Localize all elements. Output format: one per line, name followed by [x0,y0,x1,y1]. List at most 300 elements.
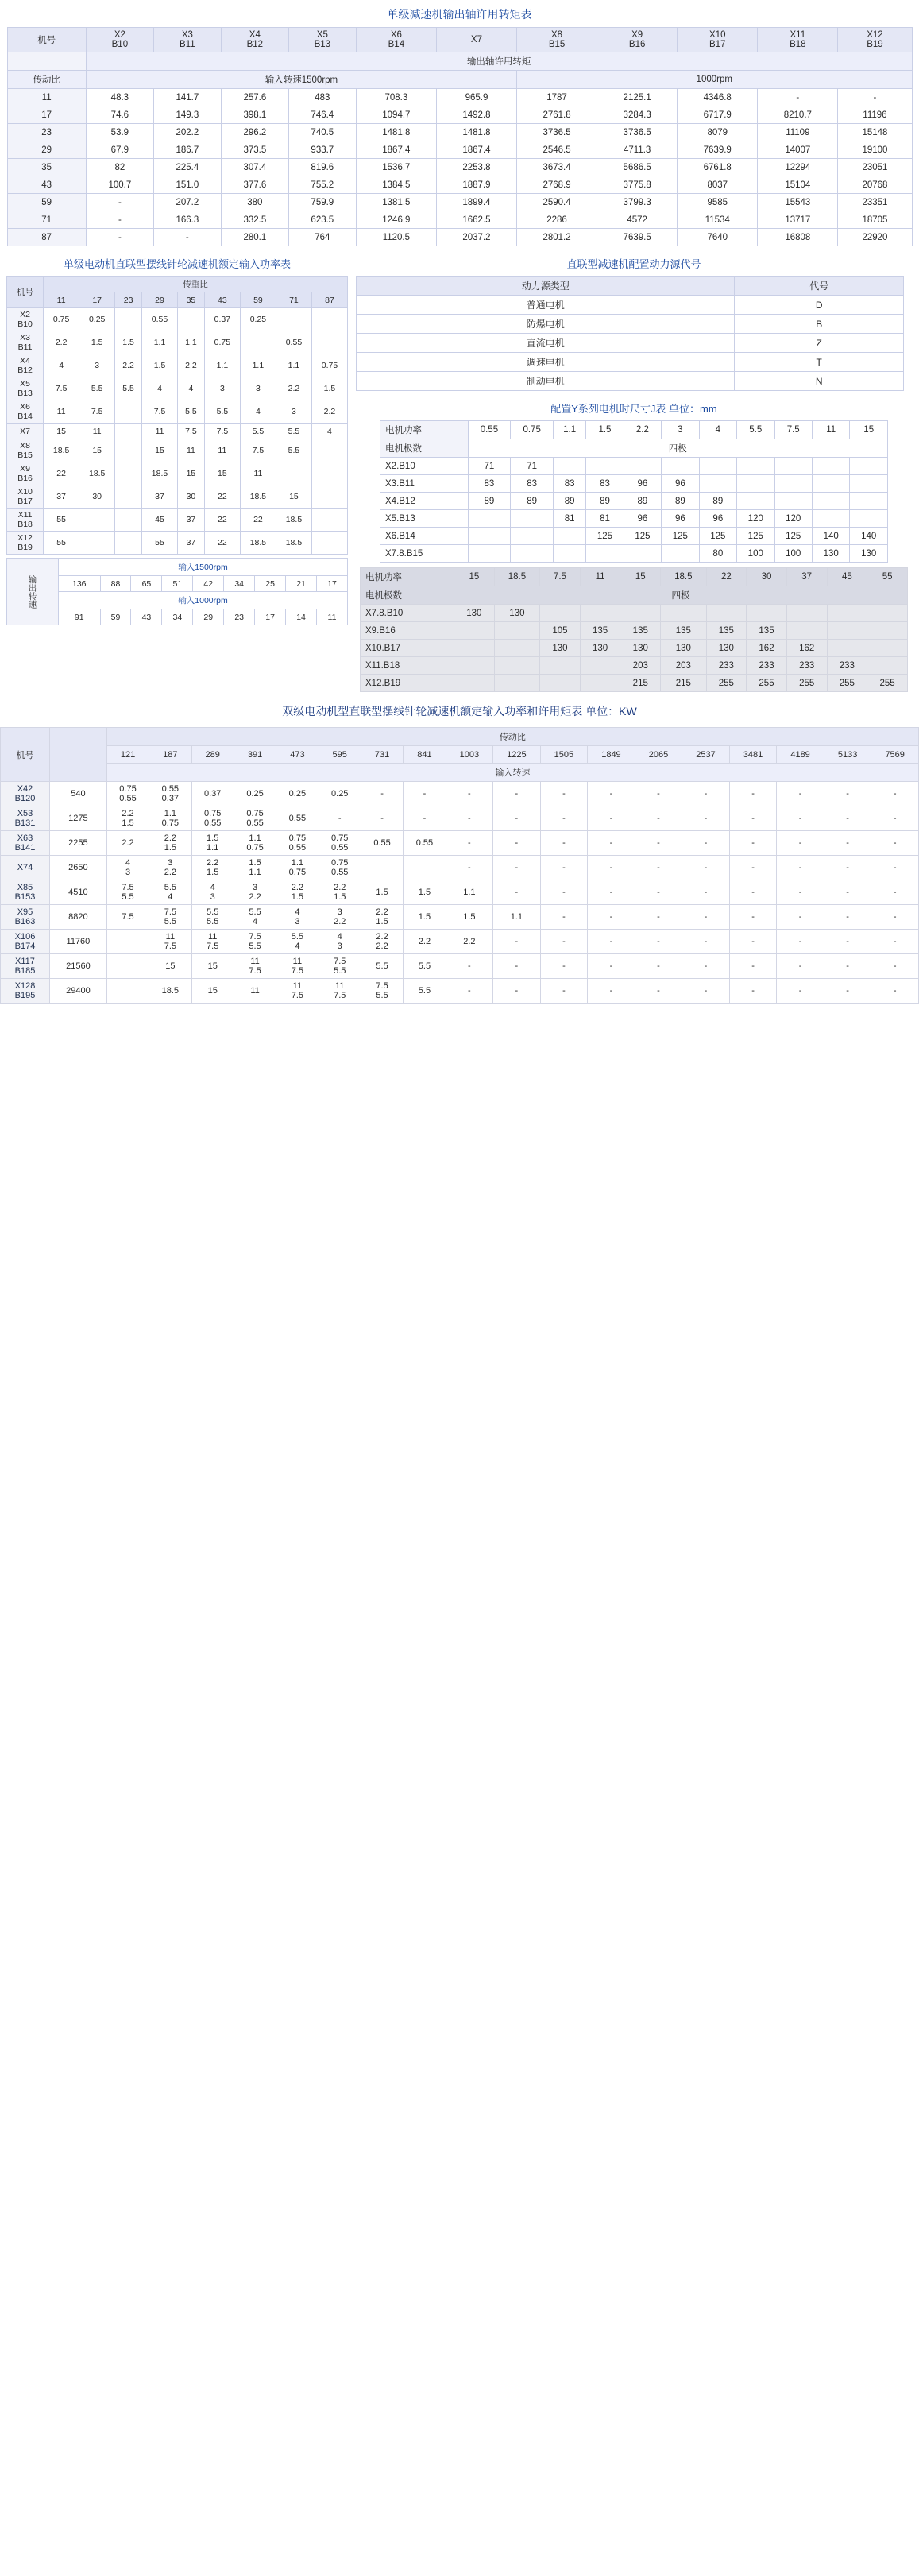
power-value: 1.1 0.75 [234,831,276,856]
power-value: - [871,806,919,831]
power-value: 1.1 [240,354,276,377]
data-row [1,979,919,1004]
power-source-code: Z [735,334,904,353]
power-value: 5.5 4 [276,930,319,954]
ratio-values-row [7,292,348,308]
data-row [7,124,912,141]
header-row [7,277,348,292]
power-value: - [635,880,682,905]
model-header: X2 B10 [86,28,153,52]
torque-value: 933.7 [288,141,356,159]
torque-value: 1867.4 [436,141,516,159]
power-value: - [682,831,730,856]
torque-value: 1381.5 [356,194,436,211]
power-value: 5.5 [404,954,446,979]
dimension-value [554,545,586,563]
dimension-value: 125 [586,528,624,545]
model-label: X11.B18 [361,657,454,675]
torque-value: 23051 [838,159,912,176]
data-row [7,509,348,532]
rpm-1000-label: 1000rpm [517,71,913,89]
dimension-value [661,605,706,622]
power-value: - [682,880,730,905]
power-value: - [493,979,541,1004]
power-value: 4 [44,354,79,377]
ratio-value: 595 [319,746,361,764]
power-value [404,856,446,880]
power-value: 4 3 [276,905,319,930]
power-value: 4 [142,377,178,400]
torque-value: 1094.7 [356,106,436,124]
data-row [1,831,919,856]
dimension-value [511,545,554,563]
power-value: 2.2 1.5 [276,880,319,905]
power-value: 5.5 4 [149,880,191,905]
power-value: 2.2 1.5 [106,806,149,831]
torque-value: 332.5 [221,211,288,229]
power-value: 1.1 [276,354,311,377]
power-value: 4 [699,421,736,439]
ratio-value: 11 [44,292,79,308]
torque-value: 11760 [49,930,106,954]
power-value: 7.5 [178,424,205,439]
power-value: - [871,782,919,806]
power-value: - [824,880,871,905]
machine-label: 机号 [7,277,44,308]
power-value: 3 [662,421,699,439]
speed-value: 136 [59,576,101,592]
power-value: 22 [706,568,747,586]
power-value: - [540,782,588,806]
power-value: 1.5 1.1 [191,831,234,856]
power-value: - [729,979,777,1004]
power-value: - [682,856,730,880]
power-value: 2.2 [624,421,661,439]
torque-value: 8210.7 [758,106,838,124]
power-value: - [777,979,824,1004]
model-label: X12 B19 [7,532,44,555]
data-row [7,439,348,462]
torque-value: 3284.3 [597,106,678,124]
power-value: 15 [850,421,888,439]
power-value: 0.55 0.37 [149,782,191,806]
dimension-value: 203 [661,657,706,675]
dimension-value: 89 [624,493,661,510]
power-value: - [777,856,824,880]
speed-value: 11 [317,609,348,625]
model-header: X4 B12 [221,28,288,52]
power-value: 1.1 0.75 [276,856,319,880]
output-speed-table [6,558,348,625]
dimension-value: 81 [554,510,586,528]
power-value: 7.5 [774,421,812,439]
torque-value: 1536.7 [356,159,436,176]
torque-value: 2286 [517,211,597,229]
pole-row [380,439,888,458]
power-value: 3 2.2 [149,856,191,880]
data-row [7,377,348,400]
ratio-value: 43 [204,292,240,308]
dimension-value [624,545,661,563]
model-label: X85 B153 [1,880,50,905]
dimension-value [494,657,539,675]
torque-value: 1887.9 [436,176,516,194]
power-value: - [824,954,871,979]
torque-value: 4572 [597,211,678,229]
torque-value: 11534 [678,211,758,229]
power-value: - [493,880,541,905]
power-value: - [361,782,403,806]
power-value: 4 3 [319,930,361,954]
power-value: - [682,979,730,1004]
power-value [79,532,115,555]
speed-value: 65 [131,576,162,592]
power-value [311,532,347,555]
torque-value: 307.4 [221,159,288,176]
dimension-value: 96 [699,510,736,528]
dimension-value: 81 [586,510,624,528]
power-value: - [540,806,588,831]
power-value: 18.5 [240,532,276,555]
power-value: - [588,979,635,1004]
torque-value: 257.6 [221,89,288,106]
power-value: 0.25 [276,782,319,806]
data-row [7,211,912,229]
power-value: - [871,905,919,930]
power-value: 11 [178,439,205,462]
power-value: - [777,831,824,856]
torque-value: 1120.5 [356,229,436,246]
power-value: 11 7.5 [191,930,234,954]
dimension-value: 83 [511,475,554,493]
torque-value: 7640 [678,229,758,246]
section-single-stage-torque [0,0,919,246]
dimension-value [540,675,581,692]
power-value: - [824,856,871,880]
power-value: - [871,930,919,954]
model-header: X5 B13 [288,28,356,52]
speed-value: 91 [59,609,101,625]
dimension-value: 130 [494,605,539,622]
power-value: - [446,979,493,1004]
model-label: X95 B163 [1,905,50,930]
ratio-value: 35 [7,159,86,176]
power-value: - [588,954,635,979]
torque-value: 483 [288,89,356,106]
dimension-value [454,640,495,657]
ratio-value: 1225 [493,746,541,764]
torque-value: 746.4 [288,106,356,124]
power-value: 18.5 [142,462,178,485]
pole-value: 四极 [454,586,908,605]
data-row [7,308,348,331]
data-row [361,605,908,622]
torque-value: 18705 [838,211,912,229]
dimension-value: 233 [786,657,827,675]
data-row [361,640,908,657]
ratio-value: 29 [7,141,86,159]
power-value: 3 [204,377,240,400]
torque-value: 5686.5 [597,159,678,176]
dimension-value: 130 [661,640,706,657]
power-value: 1.5 1.1 [234,856,276,880]
model-label: X106 B174 [1,930,50,954]
torque-value: 2650 [49,856,106,880]
power-value: 0.37 [191,782,234,806]
ratio-value: 5133 [824,746,871,764]
torque-value: - [153,229,221,246]
torque-value: 1481.8 [356,124,436,141]
dimension-value [699,458,736,475]
power-value: - [777,905,824,930]
torque-value: 4711.3 [597,141,678,159]
machine-label: 机号 [7,28,86,52]
power-value: 3 [240,377,276,400]
power-value: 11 7.5 [276,979,319,1004]
power-value: - [540,856,588,880]
torque-value: 819.6 [288,159,356,176]
dimension-value [812,458,849,475]
dimension-value: 83 [468,475,511,493]
dimension-value: 120 [774,510,812,528]
power-source-column [356,249,912,692]
power-value: - [824,831,871,856]
ratio-value: 121 [106,746,149,764]
dimension-value [468,528,511,545]
power-value: 0.25 [240,308,276,331]
model-label: X12.B19 [361,675,454,692]
torque-value: 13717 [758,211,838,229]
torque-value: 7639.9 [678,141,758,159]
torque-value: - [838,89,912,106]
power-value: 1.5 [586,421,624,439]
power-value: - [682,905,730,930]
power-value [311,439,347,462]
model-label: X5.B13 [380,510,469,528]
dimension-value [454,622,495,640]
torque-value: 2590.4 [517,194,597,211]
power-value: 0.75 [44,308,79,331]
dimension-value [511,510,554,528]
torque-value: 53.9 [86,124,153,141]
dimension-value [494,675,539,692]
ratio-value: 391 [234,746,276,764]
power-value: - [824,905,871,930]
dimension-value [540,657,581,675]
torque-value: 623.5 [288,211,356,229]
power-value: 7.5 5.5 [319,954,361,979]
torque-value: 11109 [758,124,838,141]
dimension-value [737,458,774,475]
header-row [7,28,912,52]
speed-value: 42 [193,576,224,592]
power-value: 5.5 [204,400,240,424]
dimension-value [468,545,511,563]
dimension-value [662,458,699,475]
power-value: - [729,880,777,905]
power-value: 1.1 0.75 [149,806,191,831]
power-value: 0.55 [404,831,446,856]
torque-value: 141.7 [153,89,221,106]
power-value: 0.75 0.55 [234,806,276,831]
ratio-value: 1505 [540,746,588,764]
power-value: 4 [178,377,205,400]
power-value: - [824,782,871,806]
dimension-value [580,657,620,675]
data-row [361,675,908,692]
speed-value: 23 [224,609,255,625]
power-value: 5.5 [79,377,115,400]
document-page [0,0,919,1004]
dimension-value: 83 [586,475,624,493]
power-value: - [446,782,493,806]
dimension-value [774,493,812,510]
data-row [1,905,919,930]
model-label: X7.8.B15 [380,545,469,563]
ratio-value: 3481 [729,746,777,764]
ratio-value: 187 [149,746,191,764]
torque-value: - [86,229,153,246]
dimension-value [867,605,908,622]
dimension-value: 135 [580,622,620,640]
power-value [276,462,311,485]
power-value [115,485,142,509]
dimension-value: 125 [624,528,661,545]
dimension-value: 125 [737,528,774,545]
power-value [106,954,149,979]
torque-value: 11196 [838,106,912,124]
model-label: X11 B18 [7,509,44,532]
power-value: 4 3 [106,856,149,880]
model-label: X2 B10 [7,308,44,331]
power-value: - [588,831,635,856]
dimension-value [494,640,539,657]
torque-value: 373.5 [221,141,288,159]
speed-1000-title-row [7,592,348,609]
pole-row [361,586,908,605]
power-value: 15 [142,439,178,462]
power-value: 0.75 0.55 [276,831,319,856]
data-row [380,475,888,493]
input-speed-label: 输入转速 [106,764,918,782]
speed-value: 34 [162,609,193,625]
model-header: X6 B14 [356,28,436,52]
model-header: X3 B11 [153,28,221,52]
power-value: 0.75 0.55 [191,806,234,831]
power-value [240,331,276,354]
power-value: - [635,979,682,1004]
speed-1000-row [7,609,348,625]
power-value [361,856,403,880]
model-label: X5 B13 [7,377,44,400]
data-row [380,458,888,475]
power-value: 11 [204,439,240,462]
power-value: 5.5 4 [234,905,276,930]
data-row [1,930,919,954]
data-row [380,493,888,510]
torque-value: 100.7 [86,176,153,194]
power-source-type: 制动电机 [357,372,735,391]
model-label: X63 B141 [1,831,50,856]
torque-value: 14007 [758,141,838,159]
power-value: 22 [204,509,240,532]
data-row [7,194,912,211]
dimension-value [494,622,539,640]
model-header: X10 B17 [678,28,758,52]
power-value: - [682,954,730,979]
power-value: - [540,905,588,930]
power-value: 2.2 [44,331,79,354]
power-value: 22 [240,509,276,532]
power-value: - [635,930,682,954]
torque-value: 207.2 [153,194,221,211]
power-value: 18.5 [276,532,311,555]
power-value [311,485,347,509]
power-value: 7.5 5.5 [149,905,191,930]
power-value: 7.5 [106,905,149,930]
ratio-value: 87 [7,229,86,246]
power-value [115,532,142,555]
power-value: 5.5 [240,424,276,439]
torque-value: 2255 [49,831,106,856]
dimension-value: 96 [624,510,661,528]
model-label: X117 B185 [1,954,50,979]
power-value: 15 [149,954,191,979]
power-value: - [540,979,588,1004]
torque-value: 22920 [838,229,912,246]
power-value: - [493,856,541,880]
torque-value: 3673.4 [517,159,597,176]
dimension-value [867,657,908,675]
power-value: 11 [142,424,178,439]
power-value: 4 [311,424,347,439]
spacer [7,52,86,71]
torque-value: 16808 [758,229,838,246]
model-header: X11 B18 [758,28,838,52]
model-label: X4 B12 [7,354,44,377]
data-row [357,334,904,353]
power-value: - [635,856,682,880]
power-value: 22 [204,485,240,509]
power-value: - [588,905,635,930]
power-value: 0.55 [468,421,511,439]
dimension-value [624,458,661,475]
dimension-value [774,475,812,493]
power-value: 18.5 [276,509,311,532]
ratio-value: 4189 [777,746,824,764]
ratio-value: 2065 [635,746,682,764]
power-value [115,424,142,439]
dimension-value: 130 [454,605,495,622]
ratio-value: 29 [142,292,178,308]
power-label: 电机功率 [380,421,469,439]
ratio-value: 71 [276,292,311,308]
torque-value: 6717.9 [678,106,758,124]
power-value: 30 [79,485,115,509]
model-label: X128 B195 [1,979,50,1004]
dimension-value: 89 [662,493,699,510]
power-value: 5.5 [276,424,311,439]
torque-value: - [86,211,153,229]
data-row [7,159,912,176]
data-row [7,532,348,555]
power-value: 0.55 [142,308,178,331]
torque-value: 4510 [49,880,106,905]
dimension-value: 255 [867,675,908,692]
model-label: X9 B16 [7,462,44,485]
power-value: - [493,782,541,806]
dimension-value: 135 [620,622,661,640]
